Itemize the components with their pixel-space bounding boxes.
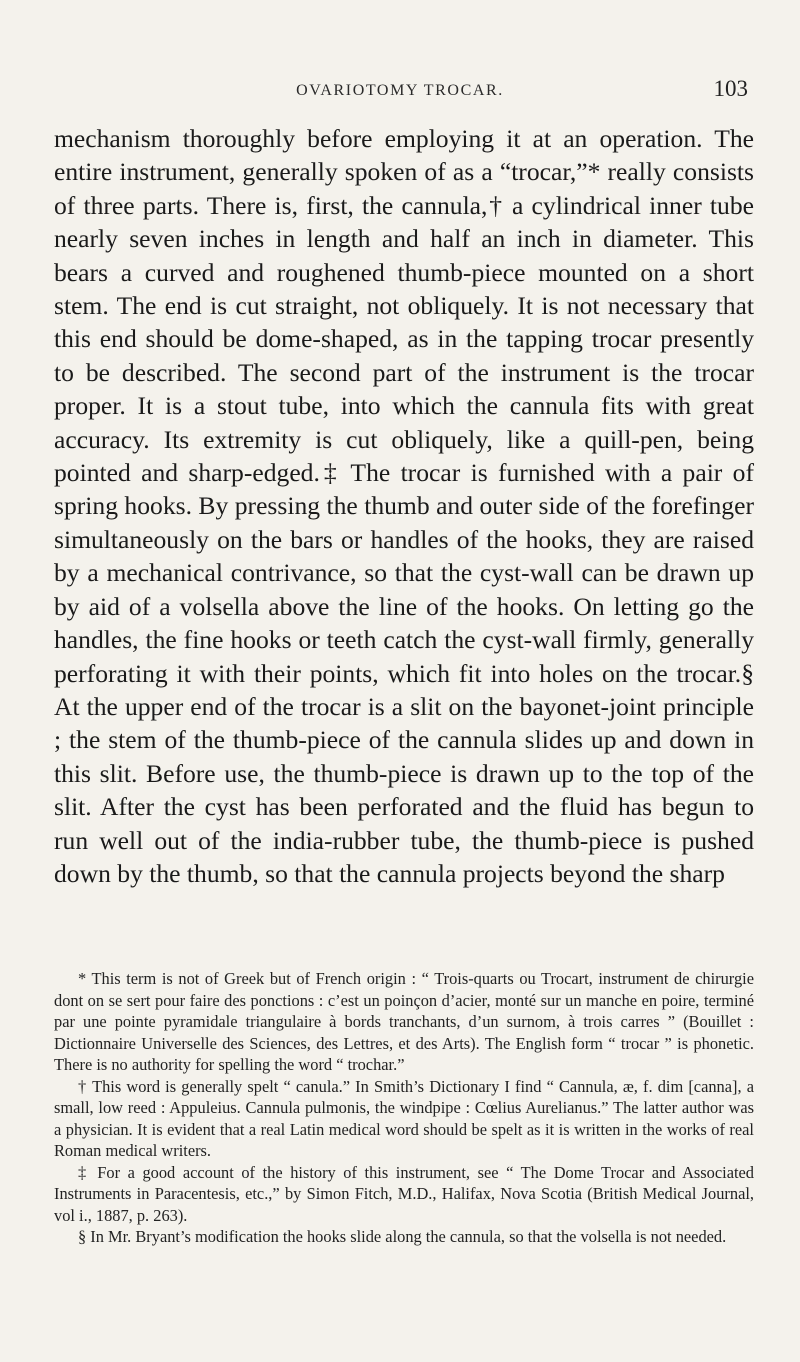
footnote-trocar-etymology: * This term is not of Greek but of French origin : “ Trois-quarts ou Trocart, instrument de chirurgie dont on se sert pour faire des ponctions : c’est un poinçon d’acier, monté sur un manche en poire, terminé par une pointe pyramidale triangulaire à bords tranchants, d’un surnom, à trois carres ” (Bouillet : Dictionnaire Universelle des Sciences, des Lettres, et des Arts). The English form “ trocar ” is phonetic. There is no authority for spelling the word “ trochar.” <box>54 969 754 1074</box>
page-number: 103 <box>713 76 748 101</box>
footnote-history-reference: ‡ For a good account of the history of this instrument, see “ The Dome Trocar and Associated Instruments in Paracentesis, etc.,” by Simon Fitch, M.D., Halifax, Nova Scotia (British Medical Journal, vol i., 1887, p. 263). <box>54 1162 754 1225</box>
footnote-bryant-modification: § In Mr. Bryant’s modification the hooks slide along the cannula, so that the volsella is not needed. <box>78 1227 727 1246</box>
footnote-cannula-spelling: † This word is generally spelt “ canula.” In Smith’s Dictionary I find “ Cannula, æ, f. dim [canna], a small, low reed : Appuleius. Cannula pulmonis, the windpipe : Cœlius Aurelianus.” The latter author was a physician. It is evident that a real Latin medical word should be spelt as it is written in the works of real Roman medical writers. <box>54 1076 754 1160</box>
running-title: OVARIOTOMY TROCAR. <box>296 82 504 99</box>
body-paragraph: mechanism thoroughly before employing it at an operation. The entire instrument, generally spoken of as a “trocar,”* really consists of three parts. There is, first, the cannula,† a cylindrical inner tube nearly seven inches in length and half an inch in diameter. This bears a curved and roughened thumb-piece mounted on a short stem. The end is cut straight, not obliquely. It is not necessary that this end should be dome-shaped, as in the tapping trocar presently to be described. The second part of the instrument is the trocar proper. It is a stout tube, into which the cannula fits with great accuracy. Its extremity is cut obliquely, like a quill-pen, being pointed and sharp-edged.‡ The trocar is furnished with a pair of spring hooks. By pressing the thumb and outer side of the forefinger simultaneously on the bars or handles of the hooks, they are raised by a mechanical contrivance, so that the cyst-wall can be drawn up by aid of a volsella above the line of the hooks. On letting go the handles, the fine hooks or teeth catch the cyst-wall firmly, generally perforating it with their points, which fit into holes on the trocar.§ At the upper end of the trocar is a slit on the bayonet-joint principle ; the stem of the thumb-piece of the cannula slides up and down in this slit. Before use, the thumb-piece is drawn up to the top of the slit. After the cyst has been perforated and the fluid has begun to run well out of the india-rubber tube, the thumb-piece is pushed down by the thumb, so that the cannula projects beyond the sharp <box>54 124 754 888</box>
footnotes <box>54 968 754 1248</box>
